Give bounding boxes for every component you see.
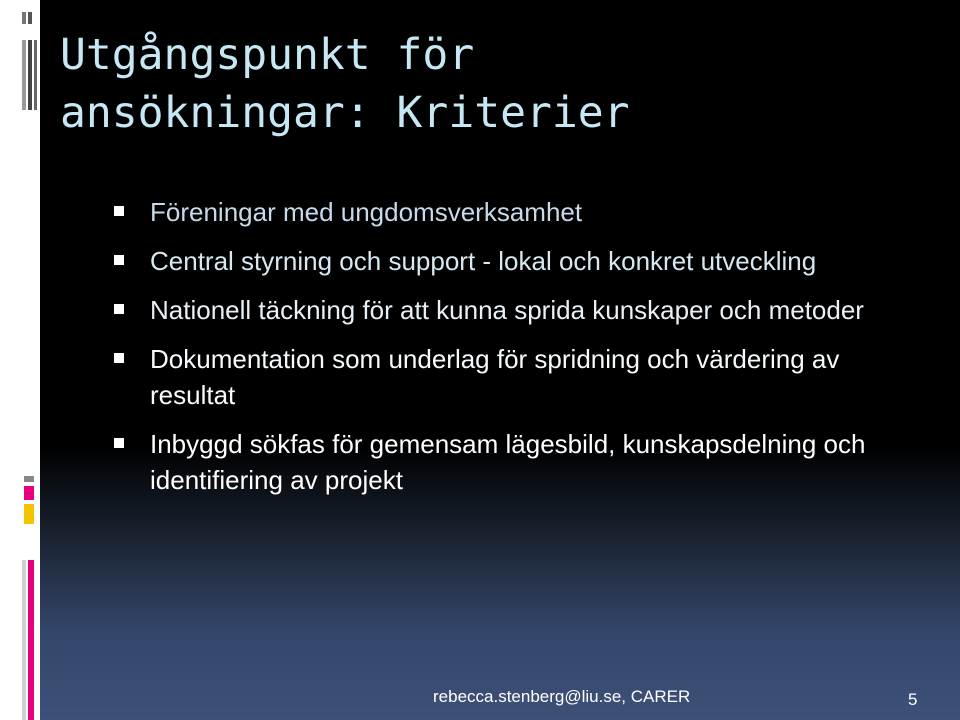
square-bullet-icon (114, 304, 124, 314)
pink-stripe (28, 560, 34, 720)
slide-title-line-2: ansökningar: Kriterier (60, 88, 630, 138)
square-bullet-icon (114, 255, 124, 265)
pink-stripe (24, 486, 34, 500)
gray-stripe (28, 40, 32, 110)
slide-title (60, 26, 920, 142)
bullet-item (112, 194, 892, 230)
gray-stripe (22, 12, 26, 24)
gray-stripe (24, 476, 34, 482)
bullet-list (112, 194, 892, 511)
bullet-text: Inbyggd sökfas för gemensam lägesbild, kunskapsdelning och identifiering av projekt (150, 429, 866, 495)
gray-stripe (28, 12, 32, 24)
gray-stripe (34, 40, 37, 110)
gray-stripe (22, 560, 26, 720)
gray-stripe (22, 40, 26, 110)
yellow-stripe (24, 504, 34, 524)
bullet-text: Dokumentation som underlag för spridning och värdering av resultat (150, 344, 840, 410)
bullet-item (112, 243, 892, 279)
square-bullet-icon (114, 438, 124, 448)
bullet-item (112, 341, 892, 413)
bullet-item (112, 426, 892, 498)
square-bullet-icon (114, 206, 124, 216)
bullet-text: Nationell täckning för att kunna sprida kunskaper och metoder (150, 295, 864, 325)
slide-title-line-1: Utgångspunkt för (60, 30, 475, 80)
left-decorative-strip (0, 0, 40, 720)
bullet-item (112, 292, 892, 328)
bullet-text: Central styrning och support - lokal och konkret utveckling (150, 246, 817, 276)
page-number: 5 (908, 690, 918, 709)
footer-email: rebecca.stenberg@liu.se, CARER (433, 687, 691, 706)
bullet-text: Föreningar med ungdomsverksamhet (150, 197, 583, 227)
square-bullet-icon (114, 353, 124, 363)
